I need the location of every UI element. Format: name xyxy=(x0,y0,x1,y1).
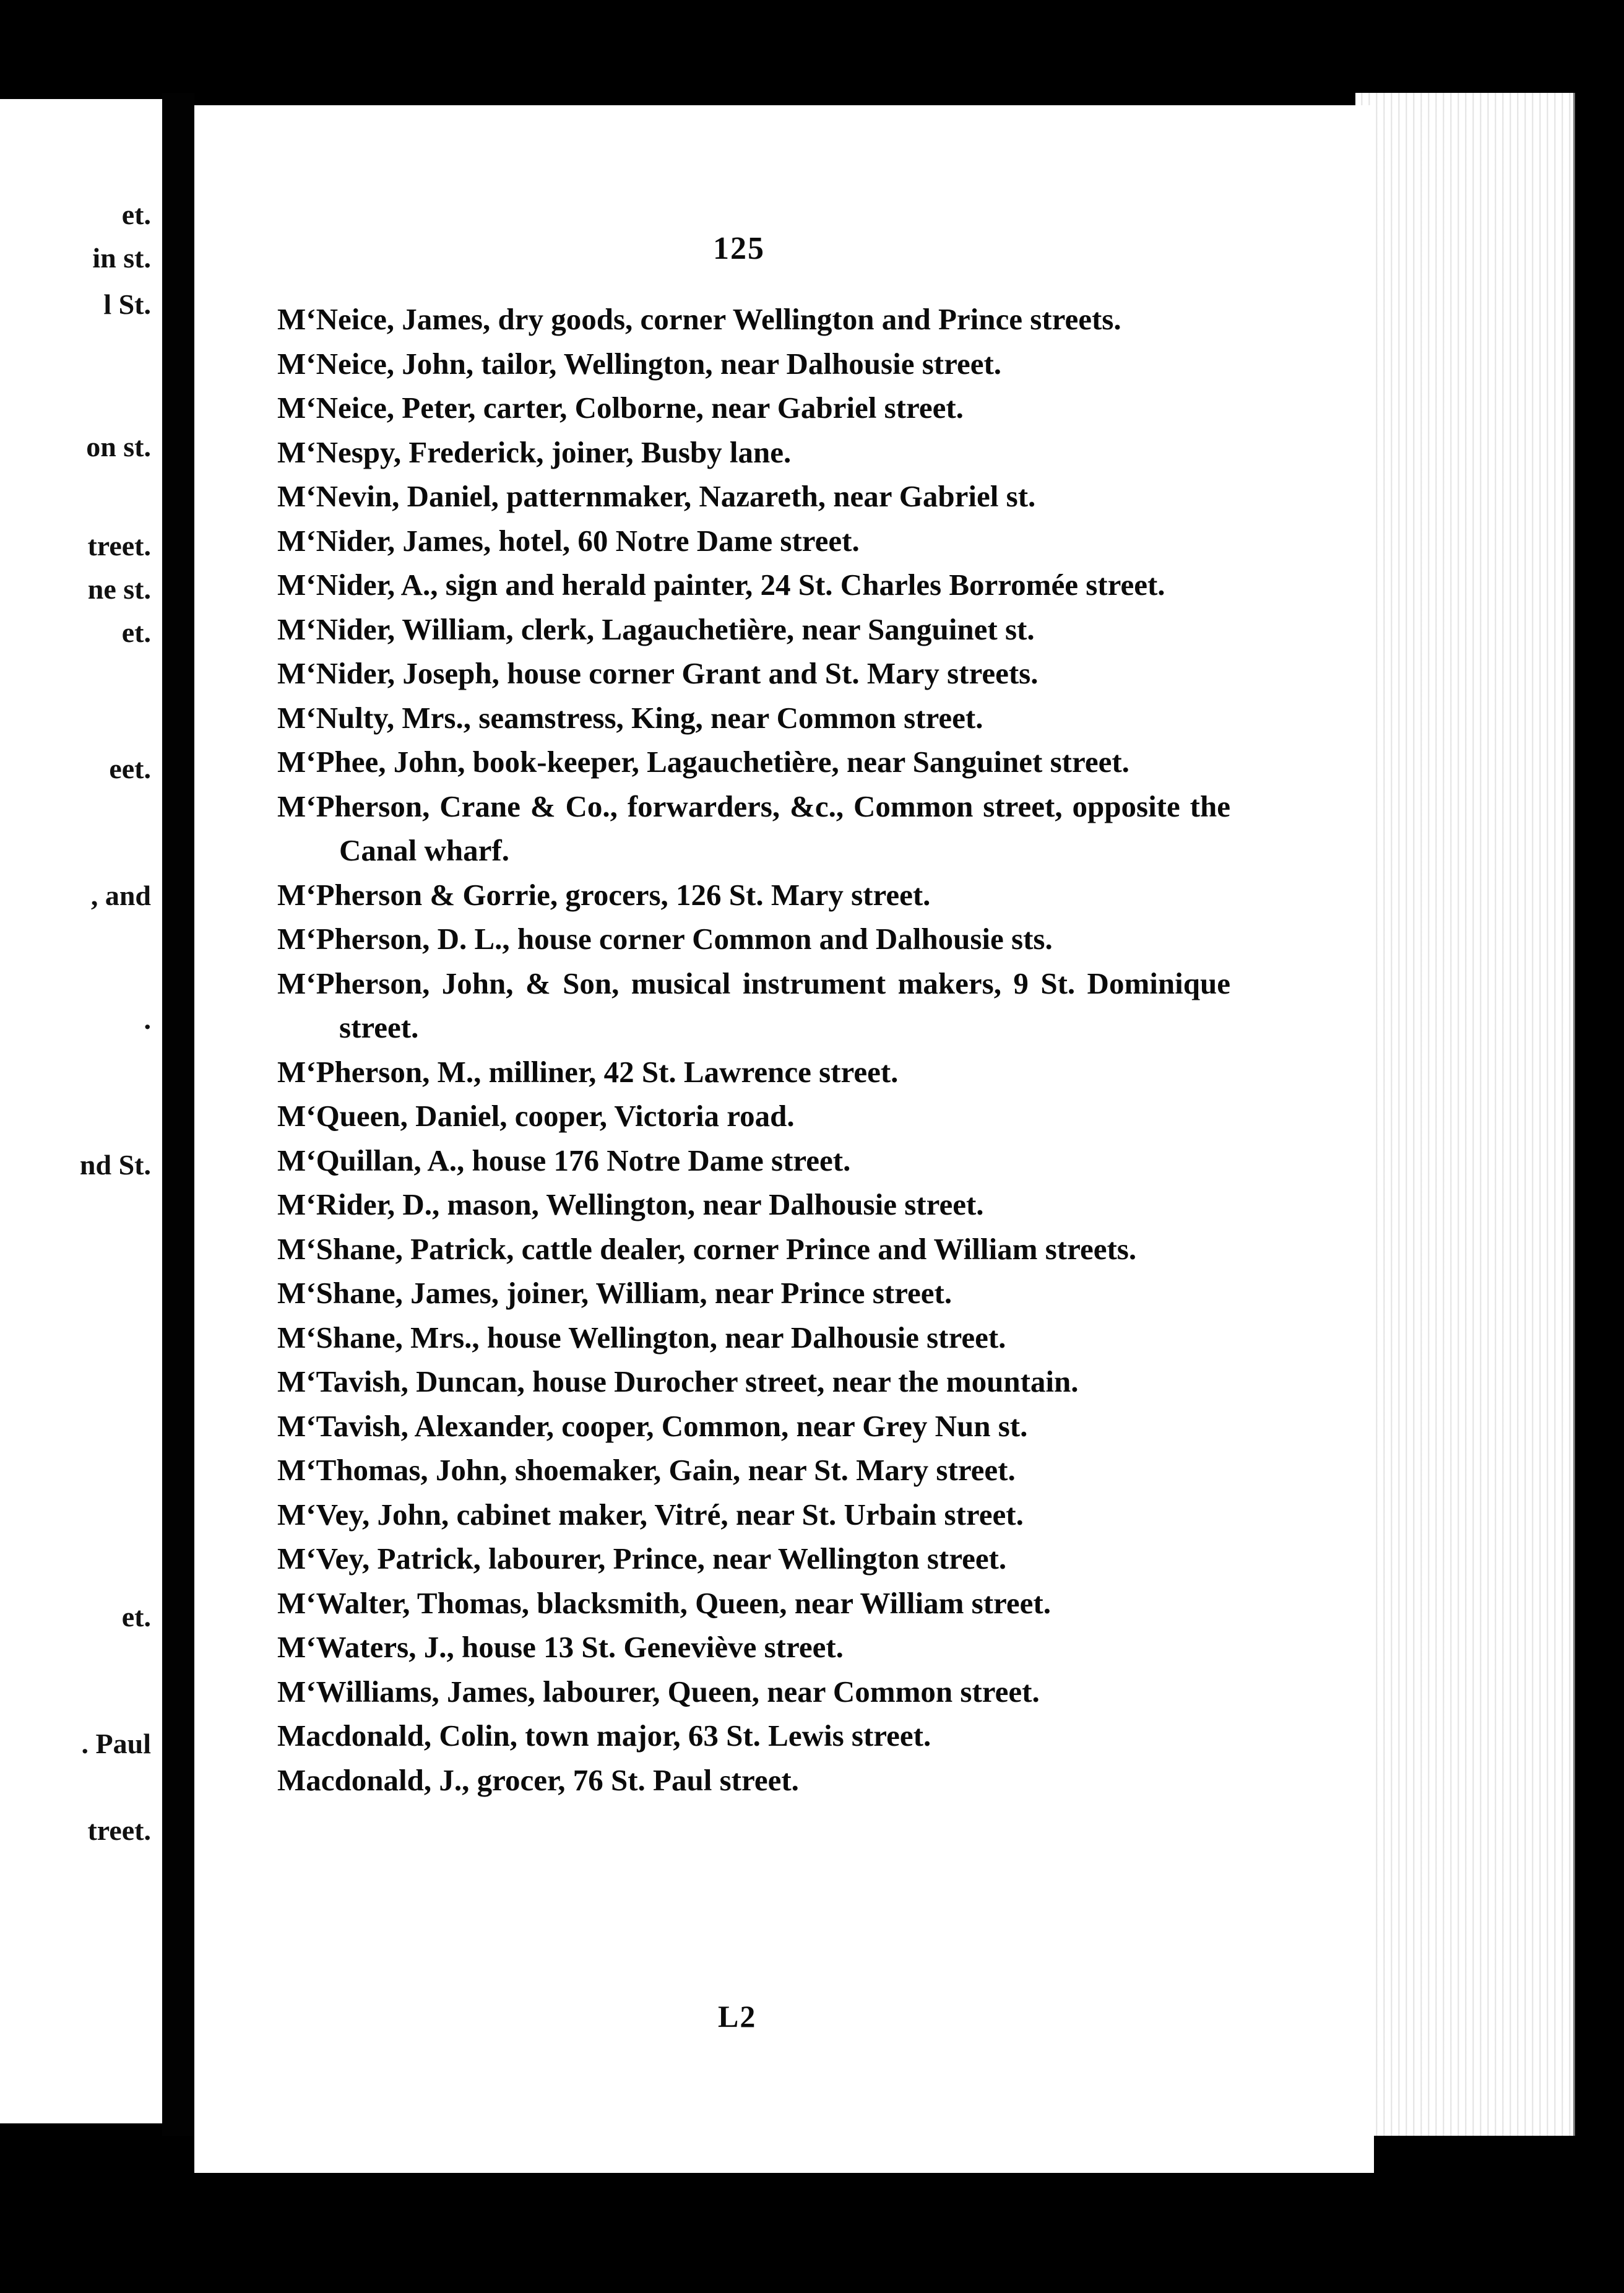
directory-entry: M‘Neice, Peter, carter, Colborne, near Gabriel street. xyxy=(277,391,964,425)
facing-page-text-fragment: et. xyxy=(121,199,151,230)
directory-entry: M‘Pherson, D. L., house corner Common and Dalhousie sts. xyxy=(277,922,1053,956)
facing-page-text-fragment: . xyxy=(144,1003,151,1035)
page-number: 125 xyxy=(713,231,765,266)
directory-entry: M‘Walter, Thomas, blacksmith, Queen, near William street. xyxy=(277,1585,1051,1620)
page-stack-edges xyxy=(1355,93,1575,2136)
printer-signature-mark: L2 xyxy=(718,1999,757,2034)
directory-entry: M‘Queen, Daniel, cooper, Victoria road. xyxy=(277,1099,795,1133)
directory-entry: M‘Thomas, John, shoemaker, Gain, near St. Mary street. xyxy=(277,1453,1016,1487)
directory-entry: M‘Shane, Mrs., house Wellington, near Dalhousie street. xyxy=(277,1320,1006,1355)
directory-entry: M‘Nider, Joseph, house corner Grant and St. Mary streets. xyxy=(277,656,1039,690)
facing-page-text-fragment: l St. xyxy=(103,288,151,320)
directory-entry: M‘Shane, James, joiner, William, near Prince street. xyxy=(277,1276,952,1310)
directory-entry: M‘Nulty, Mrs., seamstress, King, near Common street. xyxy=(277,700,983,735)
directory-entry: M‘Rider, D., mason, Wellington, near Dalhousie street. xyxy=(277,1187,984,1221)
directory-entry: M‘Pherson & Gorrie, grocers, 126 St. Mary street. xyxy=(277,877,931,912)
facing-page-text-fragment: treet. xyxy=(87,530,151,561)
directory-entry: M‘Nider, James, hotel, 60 Notre Dame street. xyxy=(277,523,860,558)
facing-page-text-fragment: et. xyxy=(121,1601,151,1632)
directory-entry: M‘Neice, James, dry goods, corner Wellington and Prince streets. xyxy=(277,302,1121,336)
facing-page-text-fragment: on st. xyxy=(86,431,151,462)
directory-entry: M‘Tavish, Duncan, house Durocher street, near the mountain. xyxy=(277,1364,1079,1398)
facing-page-text-fragment: ne st. xyxy=(87,573,151,605)
directory-entry: M‘Nider, William, clerk, Lagauchetière, near Sanguinet st. xyxy=(277,612,1035,646)
directory-entry: M‘Pherson, M., milliner, 42 St. Lawrence street. xyxy=(277,1054,899,1089)
directory-entry: M‘Neice, John, tailor, Wellington, near Dalhousie street. xyxy=(277,346,1002,381)
facing-page-edge xyxy=(0,99,162,2123)
directory-entry: M‘Shane, Patrick, cattle dealer, corner Prince and William streets. xyxy=(277,1231,1137,1266)
directory-entry: Macdonald, Colin, town major, 63 St. Lewis street. xyxy=(277,1719,931,1753)
directory-entry: M‘Williams, James, labourer, Queen, near Common street. xyxy=(277,1674,1040,1709)
directory-entry: M‘Vey, Patrick, labourer, Prince, near Wellington street. xyxy=(277,1541,1007,1576)
directory-entry: M‘Waters, J., house 13 St. Geneviève street. xyxy=(277,1630,844,1664)
directory-entry: M‘Phee, John, book-keeper, Lagauchetière, near Sanguinet street. xyxy=(277,745,1129,779)
directory-entry: M‘Pherson, John, & Son, musical instrument makers, 9 St. Dominique street. xyxy=(277,966,1230,1044)
facing-page-text-fragment: , and xyxy=(90,880,151,911)
directory-entry: Macdonald, J., grocer, 76 St. Paul street. xyxy=(277,1762,799,1797)
facing-page-text-fragment: . Paul xyxy=(81,1728,151,1759)
directory-entries xyxy=(277,297,1230,1802)
directory-entry: M‘Pherson, Crane & Co., forwarders, &c., Common street, opposite the Canal wharf. xyxy=(277,789,1230,867)
facing-page-text-fragment: et. xyxy=(121,617,151,648)
directory-entry: M‘Nider, A., sign and herald painter, 24 St. Charles Borromée street. xyxy=(277,568,1165,602)
directory-entry: M‘Nespy, Frederick, joiner, Busby lane. xyxy=(277,435,792,469)
facing-page-text-fragment: in st. xyxy=(92,242,151,274)
directory-entry: M‘Nevin, Daniel, patternmaker, Nazareth, near Gabriel st. xyxy=(277,479,1036,513)
directory-entry: M‘Quillan, A., house 176 Notre Dame street. xyxy=(277,1143,851,1177)
facing-page-text-fragment: eet. xyxy=(109,753,151,784)
directory-entry: M‘Vey, John, cabinet maker, Vitré, near St. Urbain street. xyxy=(277,1497,1024,1532)
facing-page-text-fragment: nd St. xyxy=(79,1149,151,1181)
directory-entry: M‘Tavish, Alexander, cooper, Common, near Grey Nun st. xyxy=(277,1408,1028,1443)
facing-page-text-fragment: treet. xyxy=(87,1814,151,1846)
book-gutter xyxy=(162,93,194,2136)
